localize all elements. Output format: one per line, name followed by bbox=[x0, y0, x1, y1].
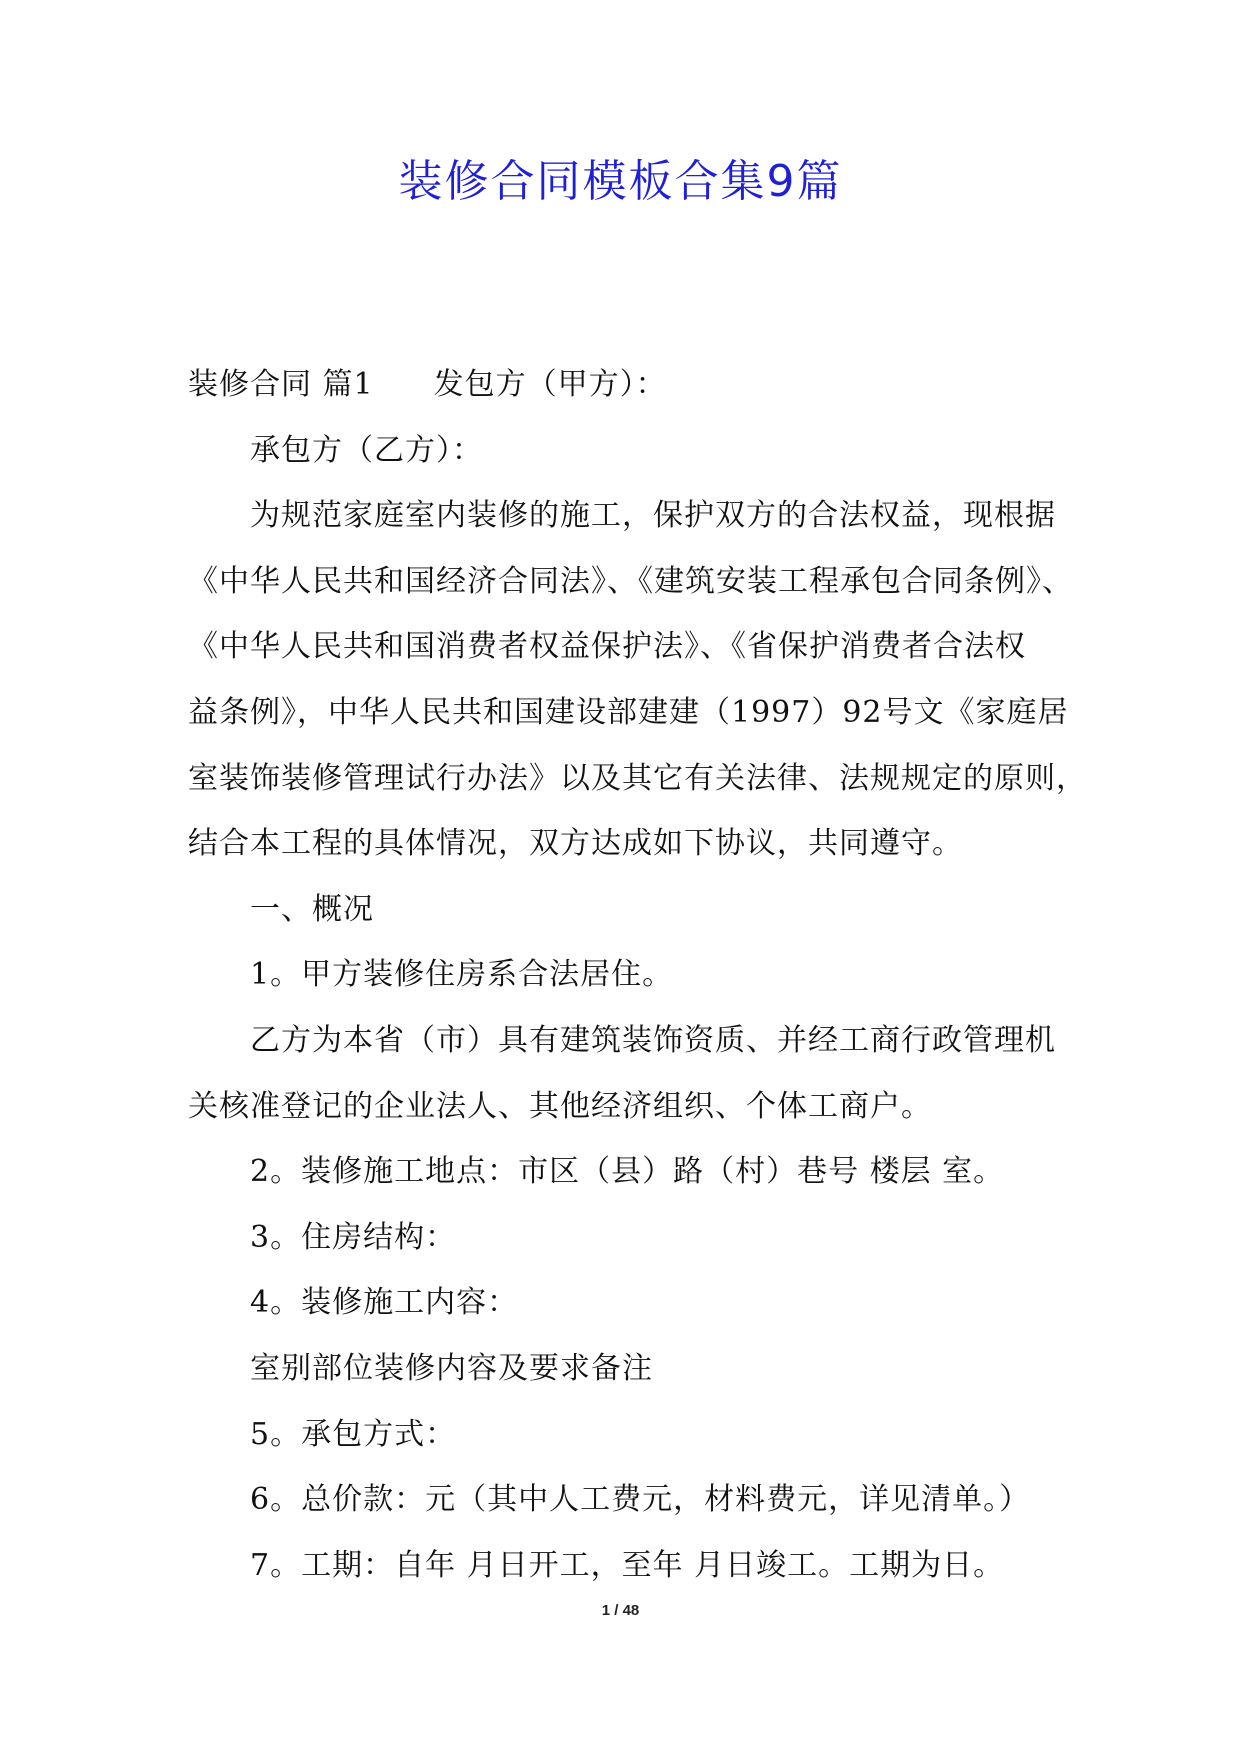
paragraph-line: 室装饰装修管理试行办法》以及其它有关法律、法规规定的原则， bbox=[188, 760, 1087, 796]
paragraph-line: 4。装修施工内容： bbox=[250, 1285, 519, 1321]
paragraph-list bbox=[188, 418, 1087, 1599]
page-number: 1 / 48 bbox=[601, 1602, 640, 1619]
paragraph-line: 承包方（乙方）： bbox=[250, 432, 483, 468]
paragraph-line: 5。承包方式： bbox=[250, 1416, 457, 1452]
paragraph-line: 乙方为本省（市）具有建筑装饰资质、并经工商行政管理机 bbox=[250, 1022, 1056, 1058]
paragraph-line: 3。住房结构： bbox=[250, 1219, 457, 1255]
contract-heading-line bbox=[188, 352, 1058, 418]
paragraph-line: 一、概况 bbox=[250, 891, 374, 927]
paragraph-line: 7。工期：自年 月日开工，至年 月日竣工。工期为日。 bbox=[250, 1547, 1005, 1583]
paragraph-line: 《中华人民共和国经济合同法》、《建筑安装工程承包合同条例》、 bbox=[188, 563, 1073, 599]
section-label: 装修合同 篇1 bbox=[188, 367, 374, 402]
paragraph-line: 关核准登记的企业法人、其他经济组织、个体工商户。 bbox=[188, 1088, 932, 1124]
paragraph-line: 《中华人民共和国消费者权益保护法》、《省保护消费者合法权 bbox=[188, 629, 1026, 665]
paragraph-line: 为规范家庭室内装修的施工，保护双方的合法权益，现根据 bbox=[250, 498, 1056, 534]
paragraph-line: 6。总价款：元（其中人工费元，材料费元，详见清单。） bbox=[250, 1482, 1031, 1518]
paragraph-line: 2。装修施工地点：市区（县）路（村）巷号 楼层 室。 bbox=[250, 1154, 1005, 1190]
paragraph-line: 结合本工程的具体情况，双方达成如下协议，共同遵守。 bbox=[188, 826, 963, 862]
party-a-label: 发包方（甲方）： bbox=[433, 367, 667, 402]
paragraph-line: 室别部位装修内容及要求备注 bbox=[250, 1350, 653, 1386]
document-title: 装修合同模板合集9篇 bbox=[398, 156, 843, 207]
document-body bbox=[188, 352, 1087, 1598]
paragraph-line: 益条例》，中华人民共和国建设部建建（1997）92号文《家庭居 bbox=[188, 694, 1069, 730]
paragraph-line: 1。甲方装修住房系合法居住。 bbox=[250, 957, 674, 993]
